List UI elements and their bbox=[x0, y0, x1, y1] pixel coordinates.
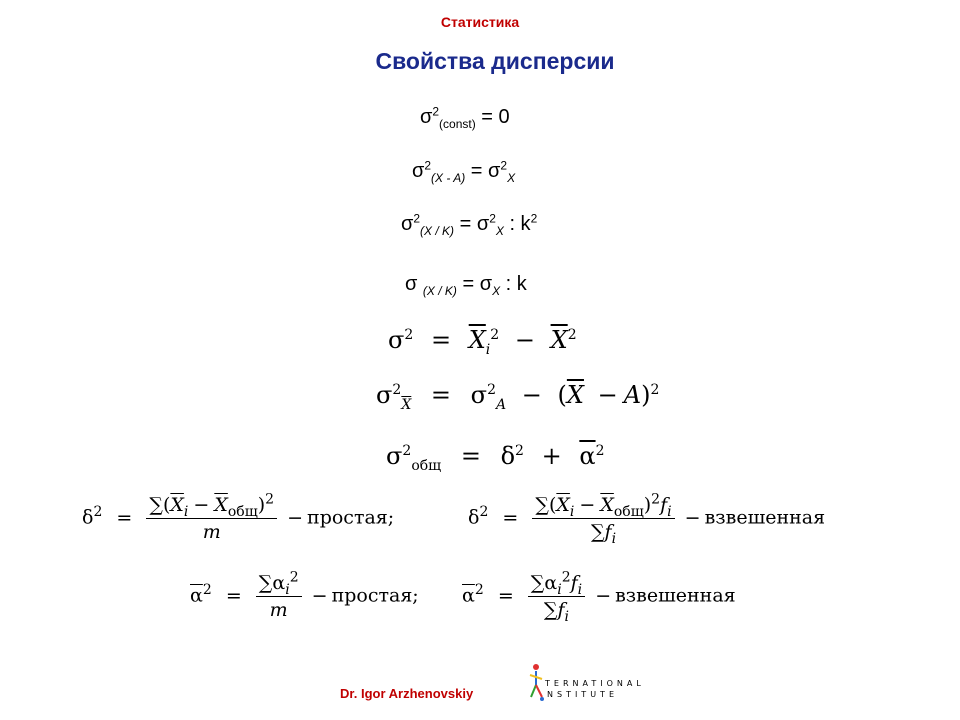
formula-alpha-weighted: $\overline{\alpha}^2$ = $\frac{\sum\alpha_i^2f_i}{\sum f_i}$ − взвешенная bbox=[462, 569, 736, 625]
slide-title: Свойства дисперсии bbox=[375, 48, 615, 74]
author-footer: Dr. Igor Arzhenovskiy bbox=[340, 686, 474, 701]
formula-variance-moments: $\sigma^2 = \overline{X}_i^2 - \overline{X}^2$ bbox=[388, 326, 577, 358]
property-const: $\sigma^2_{(const)} = 0$ bbox=[420, 104, 510, 131]
formula-variance-decomposition: $\sigma^2_{общ} = \delta^2 + \overline{\alpha}^2$ bbox=[386, 442, 605, 474]
formula-alpha-simple: $\overline{\alpha}^2$ = $\frac{\sum\alpha_i^2}{m}$ − простая; bbox=[190, 569, 419, 621]
institute-logo bbox=[527, 663, 645, 703]
formula-delta-weighted: $\delta^2$ = $\frac{\sum(\overline{X}_i - \overline{X}_{общ})^2f_i}{\sum f_i}$ − взвешенная bbox=[468, 491, 826, 547]
slide-header: Статистика bbox=[440, 14, 520, 30]
logo-line-2: NSTITUTE bbox=[547, 690, 618, 699]
property-scale-sd: σ $_{(X / K)} = \sigma_X$ : k bbox=[405, 273, 527, 298]
property-scale-variance: $\sigma^2_{(X / K)} = \sigma^2_X$ : $k^2$ bbox=[401, 211, 538, 238]
logo-line-1: TERNATIONAL bbox=[545, 679, 645, 688]
formula-variance-shift: $\sigma^2_{\overline{X}} = \sigma^2_A - (\overline{X} - A)^2$ bbox=[376, 381, 660, 413]
formula-delta-simple: $\delta^2$ = $\frac{\sum(\overline{X}_i - \overline{X}_{общ})^2}{m}$ − простая; bbox=[82, 491, 395, 543]
property-shift: $\sigma^2_{(X - A)} = \sigma^2_X$ bbox=[412, 158, 516, 185]
